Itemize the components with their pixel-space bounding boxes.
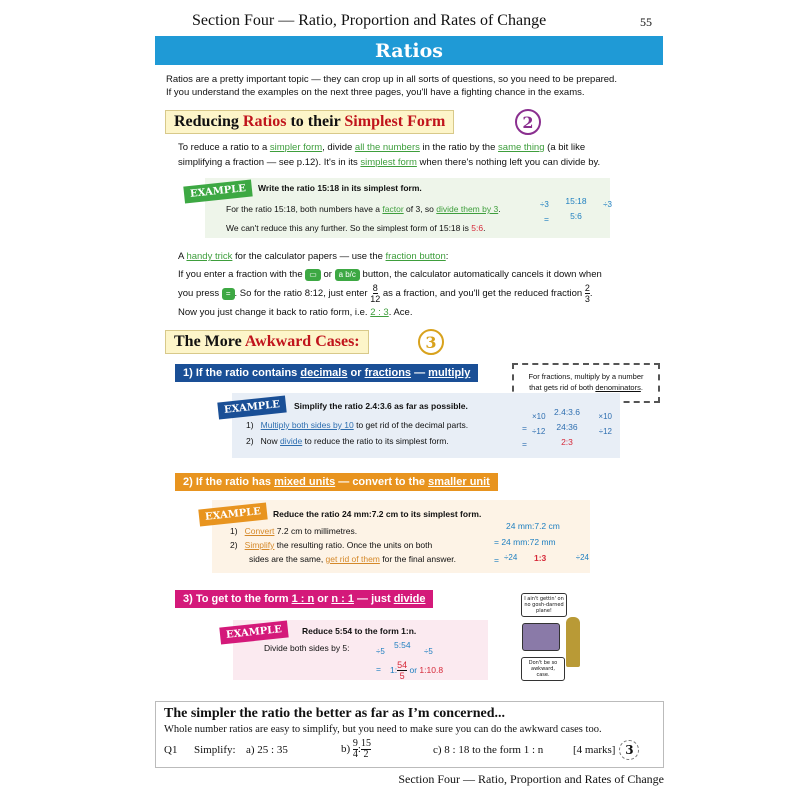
grade-badge: 3 — [619, 740, 639, 760]
page-number: 55 — [640, 15, 652, 29]
summary-title: The simpler the ratio the better as far as I’m concerned... — [164, 706, 505, 721]
example-tag: EXAMPLE — [198, 502, 267, 526]
example-3-steps: 1) Convert 7.2 cm to millimetres. 2) Simplify the resulting ratio. Once the units on both sides are the same, get rid of them for the final answer. — [230, 526, 456, 564]
page-title: Ratios — [375, 39, 443, 62]
suitcase-icon — [522, 623, 560, 651]
question-q1: Q1 Simplify: a) 25 : 35 b) $\frac{9}{4}$ : $\frac{15}{2}$ c) 8 : 18 to the form 1 : n [4 marks] 3 — [164, 739, 655, 760]
working-1: 15:18 5:6 ÷3 ÷3 = — [540, 196, 612, 224]
working-2: 2.4:3.6 24:36 2:3 ×10 ×10 ÷12 ÷12 = = — [522, 407, 612, 449]
person-icon — [566, 617, 580, 667]
case-2-bar: 2) If the ratio has mixed units — convert to the smaller unit — [175, 473, 498, 491]
example-tag: EXAMPLE — [217, 395, 286, 419]
working-4: 5:54 1: $\frac{54}{5}$ or 1:10.8 ÷5 ÷5 = — [376, 640, 444, 681]
mixed-fraction-button-icon: a b/c — [335, 269, 360, 281]
speech-bubble: Don't be so awkward, case. — [521, 657, 565, 681]
grade-badge: 3 — [418, 329, 444, 355]
example-1-body: For the ratio 15:18, both numbers have a factor of 3, so divide them by 3. We can't reduce this any further. So the simplest form of 15:18 is 5:6. — [226, 204, 501, 233]
note-box: For fractions, multiply by a number that gets rid of both denominators. — [512, 363, 660, 403]
footer-section: Section Four — Ratio, Proportion and Rates of Change — [398, 772, 664, 786]
title-bar — [155, 36, 663, 65]
paragraph-reduce: To reduce a ratio to a simpler form, divide all the numbers in the ratio by the same thing (a bit like simplifying a fraction — see p.12). It's in its simplest form when there's nothing left you can divide by. — [178, 142, 601, 168]
case-3-bar: 3) To get to the form 1 : n or n : 1 — just divide — [175, 590, 433, 608]
summary-text: Whole number ratios are easy to simplify, but you need to make sure you can do the awkward cases too. — [164, 724, 602, 735]
example-2-steps: 1) Multiply both sides by 10 to get rid of the decimal parts. 2) Now divide to reduce the ratio to its simplest form. — [246, 420, 469, 446]
summary-box — [155, 701, 664, 768]
example-4-step: Divide both sides by 5: — [264, 643, 350, 653]
intro-line: If you understand the examples on the next three pages, you'll have a fighting chance in the exams. — [166, 87, 585, 98]
speech-bubble: I ain't gettin' on no gosh-darned plane! — [521, 593, 567, 617]
handy-trick: A handy trick for the calculator papers — use the fraction button: — [178, 251, 449, 262]
grade-badge: 2 — [515, 109, 541, 135]
example-1: Write the ratio 15:18 in its simplest form. — [258, 183, 422, 193]
example-4: Reduce 5:54 to the form 1:n. — [302, 626, 417, 636]
calculator-tip: If you enter a fraction with the ▭ or a b/c button, the calculator automatically cancels it down when you press = . So for the ratio 8:12, just enter $\frac{8}{12}$ as a fraction, and you'll get the reduced fraction $\frac{2}{3}$ . Now you just change it back to ratio form, i.e. 2 : 3. Ace. — [178, 269, 602, 318]
heading-reducing-ratios: Reducing Ratios to their Simplest Form — [165, 110, 454, 134]
cartoon — [518, 593, 588, 685]
working-3: 24 mm:7.2 cm = 24 mm:72 mm 1:3 ÷24 ÷24 = — [494, 521, 589, 565]
example-2: Simplify the ratio 2.4:3.6 as far as possible. — [294, 401, 468, 411]
example-tag: EXAMPLE — [183, 179, 252, 203]
heading-awkward-cases: The More Awkward Cases: — [165, 330, 369, 354]
equals-button-icon: = — [222, 288, 235, 300]
intro-line: Ratios are a pretty important topic — they can crop up in all sorts of questions, so you need to be prepared. — [166, 74, 617, 85]
example-3: Reduce the ratio 24 mm:7.2 cm to its simplest form. — [273, 509, 482, 519]
fraction-button-icon: ▭ — [305, 269, 321, 281]
section-header: Section Four — Ratio, Proportion and Rates of Change — [192, 12, 547, 29]
intro — [166, 73, 617, 99]
example-tag: EXAMPLE — [219, 620, 288, 644]
case-1-bar: 1) If the ratio contains decimals or fractions — multiply — [175, 364, 478, 382]
